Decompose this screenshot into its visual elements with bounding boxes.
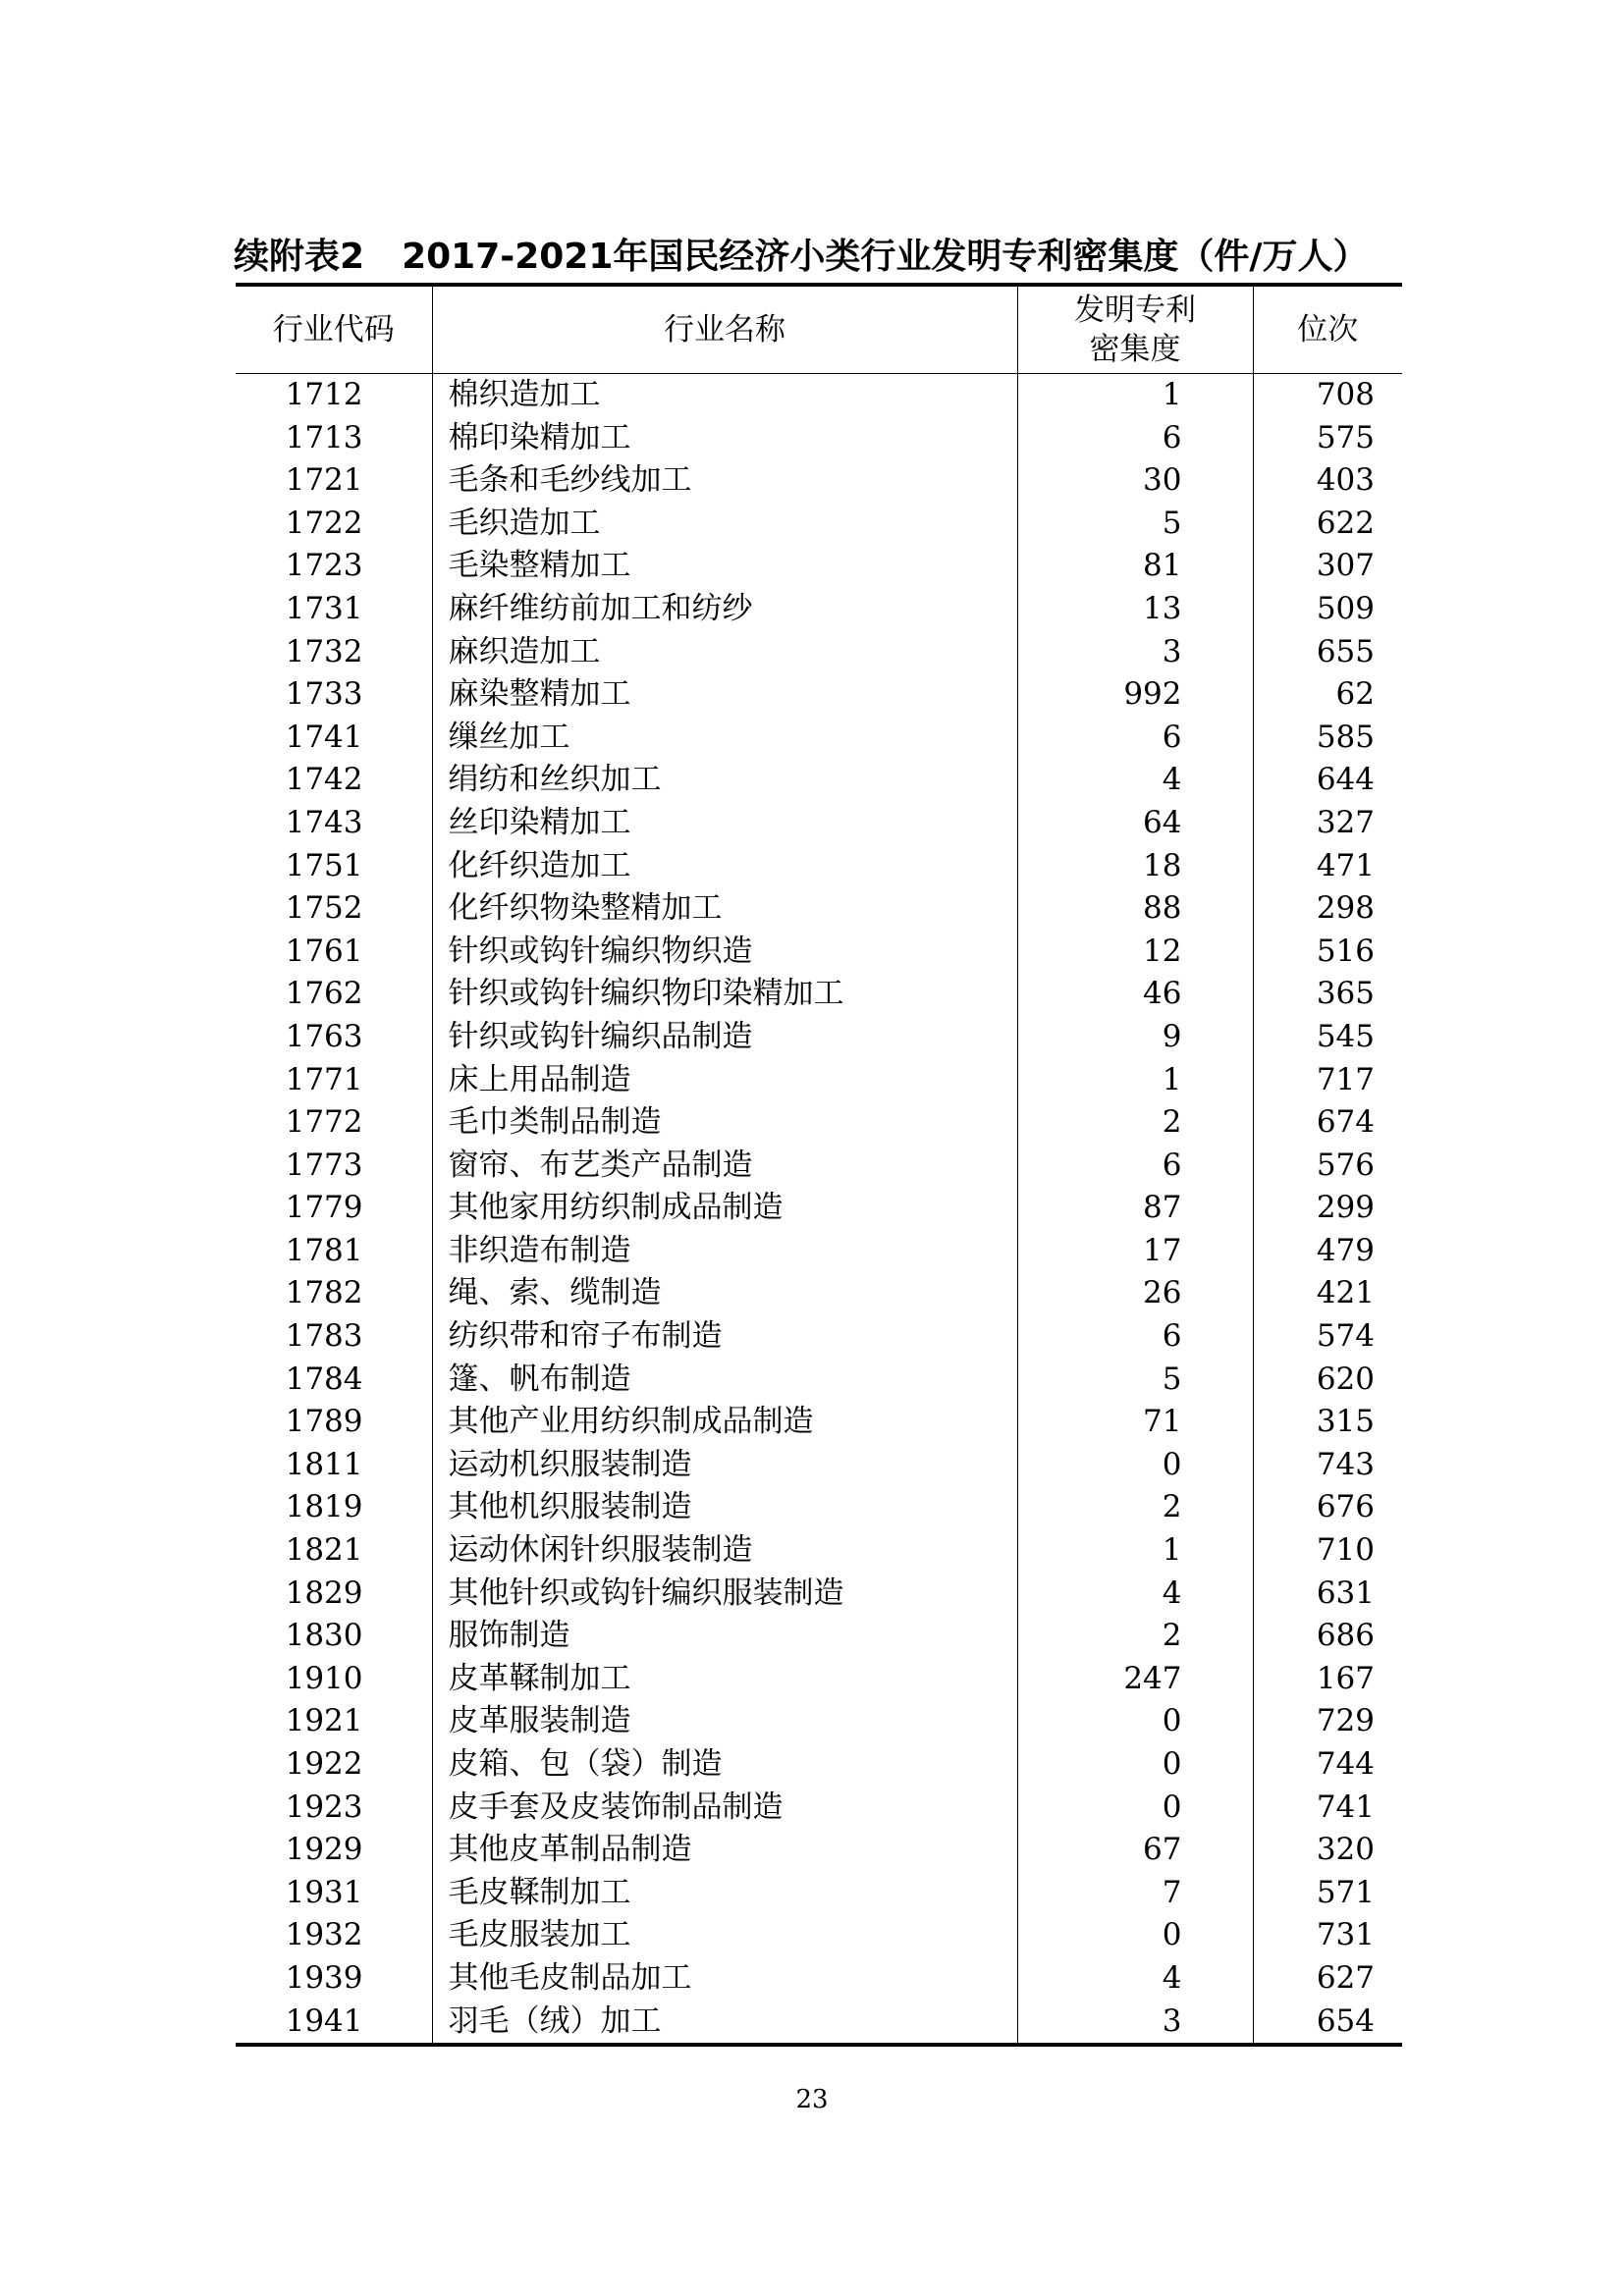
- table-row: [236, 588, 1402, 631]
- patent-density-cell: 30: [1017, 459, 1253, 503]
- industry-code-cell: 1773: [285, 1147, 363, 1183]
- rank-cell: 655: [1253, 631, 1402, 674]
- rank-cell: 327: [1253, 802, 1402, 845]
- industry-name-cell: 羽毛（绒）加工: [432, 2001, 1017, 2046]
- patent-density-cell: 64: [1017, 802, 1253, 845]
- rank-cell: 62: [1253, 673, 1402, 717]
- patent-density-cell: 247: [1017, 1658, 1253, 1701]
- industry-code-cell: 1763: [285, 1018, 363, 1054]
- table-row: [236, 931, 1402, 974]
- rank-cell: 299: [1253, 1187, 1402, 1230]
- patent-density-cell: 9: [1017, 1016, 1253, 1059]
- rank-cell: 516: [1253, 931, 1402, 974]
- rank-cell: 471: [1253, 845, 1402, 888]
- rank-cell: 421: [1253, 1272, 1402, 1315]
- rank-cell: 741: [1253, 1787, 1402, 1830]
- patent-density-cell: 81: [1017, 545, 1253, 588]
- industry-name-cell: 针织或钩针编织物印染精加工: [432, 973, 1017, 1016]
- patent-density-cell: 26: [1017, 1272, 1253, 1315]
- industry-name-cell: 缫丝加工: [432, 717, 1017, 760]
- industry-name-cell: 毛条和毛纱线加工: [432, 459, 1017, 503]
- rank-cell: 743: [1253, 1444, 1402, 1487]
- table-row: [236, 1059, 1402, 1102]
- table-row: [236, 845, 1402, 888]
- industry-code-cell: 1830: [285, 1618, 363, 1654]
- table-row: [236, 1187, 1402, 1230]
- rank-cell: 622: [1253, 503, 1402, 546]
- table-title-text: 2017-2021年国民经济小类行业发明专利密集度（件/万人）: [402, 237, 1369, 277]
- rank-cell: 509: [1253, 588, 1402, 631]
- rank-cell: 365: [1253, 973, 1402, 1016]
- table-row: [236, 1529, 1402, 1573]
- table-row: [236, 459, 1402, 503]
- table-row: [236, 1658, 1402, 1701]
- table-row: [236, 1573, 1402, 1616]
- table-row: [236, 1787, 1402, 1830]
- industry-name-cell: 皮革服装制造: [432, 1700, 1017, 1743]
- table-row: [236, 1872, 1402, 1915]
- table-row: [236, 1914, 1402, 1957]
- rank-cell: 731: [1253, 1914, 1402, 1957]
- industry-code-cell: 1732: [285, 633, 363, 669]
- table-row: [236, 759, 1402, 802]
- industry-name-cell: 毛织造加工: [432, 503, 1017, 546]
- patent-density-cell: 0: [1017, 1700, 1253, 1743]
- rank-cell: 627: [1253, 1957, 1402, 2001]
- patent-density-cell: 18: [1017, 845, 1253, 888]
- table-row: [236, 1272, 1402, 1315]
- industry-name-cell: 麻纤维纺前加工和纺纱: [432, 588, 1017, 631]
- industry-code-cell: 1723: [285, 548, 363, 584]
- table-row: [236, 1101, 1402, 1145]
- table-row: [236, 1700, 1402, 1743]
- industry-name-cell: 绢纺和丝织加工: [432, 759, 1017, 802]
- patent-density-cell: 5: [1017, 1359, 1253, 1402]
- table-row: [236, 673, 1402, 717]
- industry-name-cell: 化纤织物染整精加工: [432, 887, 1017, 931]
- industry-name-cell: 针织或钩针编织物织造: [432, 931, 1017, 974]
- rank-cell: 307: [1253, 545, 1402, 588]
- rank-cell: 479: [1253, 1230, 1402, 1273]
- table-row: [236, 417, 1402, 460]
- patent-density-cell: 13: [1017, 588, 1253, 631]
- table-row: [236, 973, 1402, 1016]
- patent-density-cell: 1: [1017, 1529, 1253, 1573]
- rank-cell: 545: [1253, 1016, 1402, 1059]
- industry-name-cell: 运动休闲针织服装制造: [432, 1529, 1017, 1573]
- patent-density-cell: 5: [1017, 503, 1253, 546]
- table-row: [236, 631, 1402, 674]
- table-row: [236, 1315, 1402, 1359]
- industry-name-cell: 其他产业用纺织制成品制造: [432, 1401, 1017, 1444]
- rank-cell: 674: [1253, 1101, 1402, 1145]
- industry-name-cell: 床上用品制造: [432, 1059, 1017, 1102]
- patent-density-cell: 0: [1017, 1444, 1253, 1487]
- patent-density-cell: 0: [1017, 1787, 1253, 1830]
- table-body: [236, 374, 1402, 2046]
- industry-name-cell: 其他家用纺织制成品制造: [432, 1187, 1017, 1230]
- patent-density-cell: 3: [1017, 2001, 1253, 2046]
- industry-name-cell: 丝印染精加工: [432, 802, 1017, 845]
- rank-cell: 298: [1253, 887, 1402, 931]
- patent-density-cell: 2: [1017, 1101, 1253, 1145]
- industry-name-cell: 毛皮鞣制加工: [432, 1872, 1017, 1915]
- industry-code-cell: 1921: [285, 1703, 363, 1739]
- industry-name-cell: 棉织造加工: [432, 374, 1017, 417]
- industry-code-cell: 1941: [236, 2001, 432, 2046]
- rank-cell: 585: [1253, 717, 1402, 760]
- patent-density-cell: 4: [1017, 759, 1253, 802]
- industry-code-cell: 1929: [285, 1832, 363, 1868]
- patent-density-cell: 992: [1017, 673, 1253, 717]
- industry-name-cell: 非织造布制造: [432, 1230, 1017, 1273]
- industry-code-cell: 1761: [285, 933, 363, 969]
- patent-density-cell: 46: [1017, 973, 1253, 1016]
- industry-name-cell: 毛染整精加工: [432, 545, 1017, 588]
- industry-code-cell: 1751: [285, 847, 363, 883]
- patent-density-cell: 6: [1017, 717, 1253, 760]
- table-row: [236, 887, 1402, 931]
- patent-density-cell: 4: [1017, 1573, 1253, 1616]
- industry-name-cell: 毛皮服装加工: [432, 1914, 1017, 1957]
- patent-density-cell: 0: [1017, 1914, 1253, 1957]
- table-row: [236, 1743, 1402, 1787]
- patent-density-cell: 7: [1017, 1872, 1253, 1915]
- industry-name-cell: 服饰制造: [432, 1615, 1017, 1658]
- industry-code-cell: 1939: [285, 1959, 363, 1996]
- industry-code-cell: 1922: [285, 1746, 363, 1782]
- rank-cell: 654: [1253, 2001, 1402, 2046]
- industry-name-cell: 皮箱、包（袋）制造: [432, 1743, 1017, 1787]
- industry-name-cell: 针织或钩针编织品制造: [432, 1016, 1017, 1059]
- patent-density-cell: 12: [1017, 931, 1253, 974]
- table-row: [236, 1486, 1402, 1529]
- industry-code-cell: 1784: [285, 1361, 363, 1397]
- industry-code-cell: 1762: [285, 976, 363, 1012]
- industry-name-cell: 皮手套及皮装饰制品制造: [432, 1787, 1017, 1830]
- table-row: [236, 1016, 1402, 1059]
- rank-cell: 620: [1253, 1359, 1402, 1402]
- industry-code-cell: 1771: [285, 1061, 363, 1097]
- industry-name-cell: 其他针织或钩针编织服装制造: [432, 1573, 1017, 1616]
- rank-cell: 315: [1253, 1401, 1402, 1444]
- industry-code-cell: 1783: [285, 1318, 363, 1355]
- industry-code-cell: 1932: [285, 1917, 363, 1953]
- industry-name-cell: 绳、索、缆制造: [432, 1272, 1017, 1315]
- table-row: [236, 1444, 1402, 1487]
- patent-density-cell: 6: [1017, 1315, 1253, 1359]
- patent-density-cell: 1: [1017, 374, 1253, 417]
- industry-name-cell: 麻织造加工: [432, 631, 1017, 674]
- header-patent-density: [1017, 285, 1253, 374]
- table-row: [236, 1230, 1402, 1273]
- table-header-row: [236, 285, 1402, 374]
- industry-name-cell: 麻染整精加工: [432, 673, 1017, 717]
- patent-density-cell: 17: [1017, 1230, 1253, 1273]
- rank-cell: 708: [1253, 374, 1402, 417]
- table-title: [234, 232, 1402, 283]
- industry-code-cell: 1811: [285, 1446, 363, 1482]
- industry-name-cell: 纺织带和帘子布制造: [432, 1315, 1017, 1359]
- page-number: 23: [795, 2085, 829, 2114]
- industry-code-cell: 1752: [285, 890, 363, 927]
- patent-density-cell: 88: [1017, 887, 1253, 931]
- industry-code-cell: 1782: [285, 1275, 363, 1311]
- rank-cell: 575: [1253, 417, 1402, 460]
- industry-code-cell: 1721: [285, 462, 363, 499]
- table-row: [236, 545, 1402, 588]
- rank-cell: 631: [1253, 1573, 1402, 1616]
- table-row: [236, 1359, 1402, 1402]
- industry-name-cell: 化纤织造加工: [432, 845, 1017, 888]
- industry-code-cell: 1789: [285, 1404, 363, 1440]
- header-patent-density-text: 发明专利密集度: [1074, 293, 1196, 367]
- industry-code-cell: 1722: [285, 505, 363, 541]
- industry-code-cell: 1712: [285, 377, 363, 412]
- rank-cell: 676: [1253, 1486, 1402, 1529]
- rank-cell: 744: [1253, 1743, 1402, 1787]
- rank-cell: 717: [1253, 1059, 1402, 1102]
- industry-code-cell: 1819: [285, 1489, 363, 1525]
- industry-code-cell: 1731: [285, 590, 363, 626]
- industry-name-cell: 其他机织服装制造: [432, 1486, 1017, 1529]
- rank-cell: 686: [1253, 1615, 1402, 1658]
- patent-density-cell: 6: [1017, 1145, 1253, 1188]
- industry-code-cell: 1910: [285, 1660, 363, 1696]
- table-title-prefix: 续附表2: [234, 237, 365, 277]
- header-industry-code: 行业代码: [236, 285, 432, 374]
- patent-density-cell: 2: [1017, 1615, 1253, 1658]
- rank-cell: 320: [1253, 1829, 1402, 1872]
- table-row: [236, 717, 1402, 760]
- table-row: [236, 1145, 1402, 1188]
- industry-code-cell: 1923: [285, 1789, 363, 1825]
- rank-cell: 571: [1253, 1872, 1402, 1915]
- rank-cell: 576: [1253, 1145, 1402, 1188]
- industry-name-cell: 其他皮革制品制造: [432, 1829, 1017, 1872]
- industry-name-cell: 棉印染精加工: [432, 417, 1017, 460]
- industry-name-cell: 其他毛皮制品加工: [432, 1957, 1017, 2001]
- rank-cell: 710: [1253, 1529, 1402, 1573]
- header-rank: 位次: [1253, 285, 1402, 374]
- industry-code-cell: 1713: [285, 419, 363, 455]
- table-row: [236, 2001, 1402, 2046]
- rank-cell: 403: [1253, 459, 1402, 503]
- patent-density-cell: 3: [1017, 631, 1253, 674]
- industry-code-cell: 1781: [285, 1232, 363, 1268]
- patent-density-cell: 4: [1017, 1957, 1253, 2001]
- rank-cell: 729: [1253, 1700, 1402, 1743]
- industry-name-cell: 毛巾类制品制造: [432, 1101, 1017, 1145]
- patent-density-cell: 1: [1017, 1059, 1253, 1102]
- patent-density-cell: 6: [1017, 417, 1253, 460]
- industry-code-cell: 1829: [285, 1575, 363, 1611]
- table-row: [236, 503, 1402, 546]
- rank-cell: 574: [1253, 1315, 1402, 1359]
- table-row: [236, 1401, 1402, 1444]
- industry-name-cell: 篷、帆布制造: [432, 1359, 1017, 1402]
- patent-density-cell: 2: [1017, 1486, 1253, 1529]
- patent-density-cell: 87: [1017, 1187, 1253, 1230]
- industry-code-cell: 1931: [285, 1874, 363, 1910]
- table-row: [236, 1829, 1402, 1872]
- patent-density-cell: 71: [1017, 1401, 1253, 1444]
- industry-name-cell: 窗帘、布艺类产品制造: [432, 1145, 1017, 1188]
- patent-density-table: [236, 283, 1402, 2047]
- table-row: [236, 1957, 1402, 2001]
- industry-code-cell: 1821: [285, 1532, 363, 1569]
- industry-name-cell: 皮革鞣制加工: [432, 1658, 1017, 1701]
- industry-code-cell: 1742: [285, 762, 363, 798]
- industry-code-cell: 1743: [285, 804, 363, 840]
- patent-density-cell: 67: [1017, 1829, 1253, 1872]
- patent-density-cell: 0: [1017, 1743, 1253, 1787]
- industry-code-cell: 1733: [285, 676, 363, 713]
- header-industry-name: 行业名称: [432, 285, 1017, 374]
- industry-name-cell: 运动机织服装制造: [432, 1444, 1017, 1487]
- table-row: [236, 374, 1402, 417]
- rank-cell: 644: [1253, 759, 1402, 802]
- table-row: [236, 1615, 1402, 1658]
- table-row: [236, 802, 1402, 845]
- industry-code-cell: 1772: [285, 1104, 363, 1141]
- industry-code-cell: 1741: [285, 719, 363, 755]
- industry-code-cell: 1779: [285, 1190, 363, 1226]
- rank-cell: 167: [1253, 1658, 1402, 1701]
